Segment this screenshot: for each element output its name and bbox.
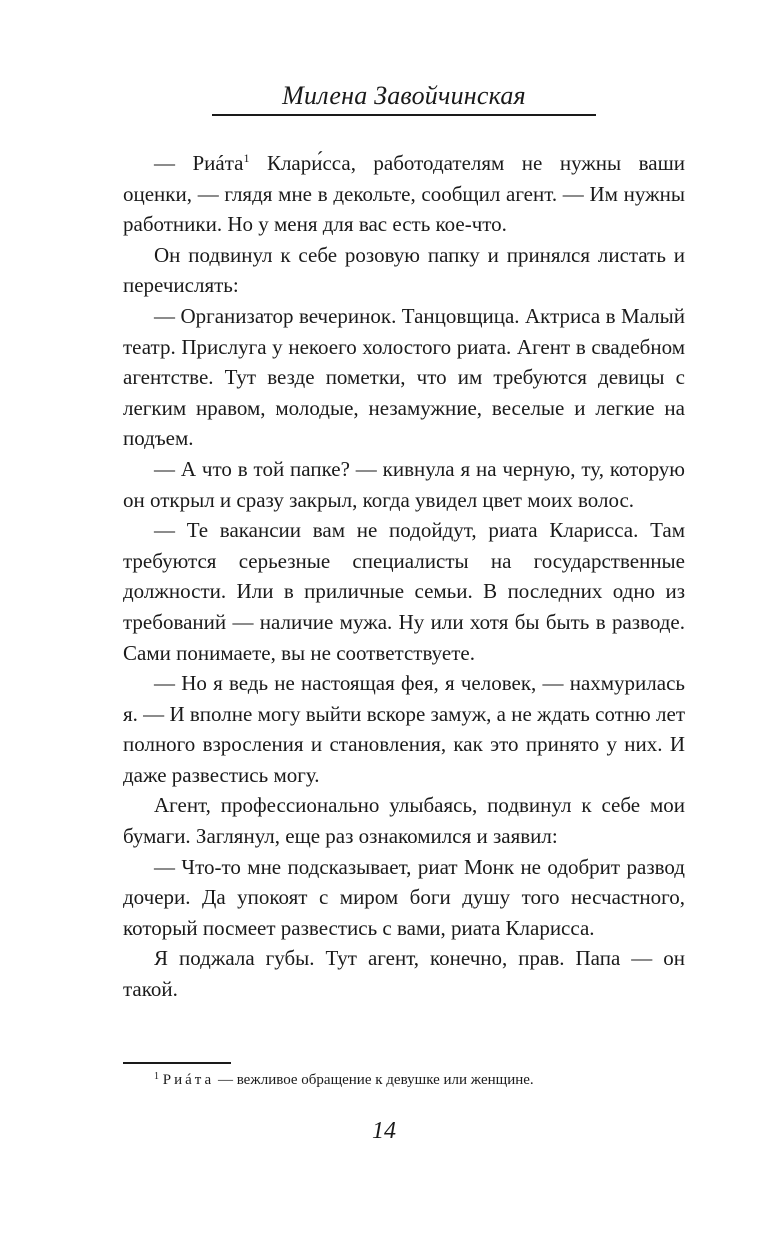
footnote-text: — вежливое обращение к девушке или женщине.: [214, 1072, 534, 1088]
paragraph-7: Агент, профессионально улыбаясь, подвинул к себе мои бумаги. Заглянул, еще раз ознакомился и заявил:: [123, 793, 685, 849]
paragraph-2: Он подвинул к себе розовую папку и принялся листать и перечислять:: [123, 242, 685, 298]
paragraph-1-start: — Риáта: [154, 151, 244, 175]
main-text: [123, 148, 685, 1005]
footnote-marker: 1: [154, 1071, 159, 1082]
paragraph-4: — А что в той папке? — кивнула я на черную, ту, которую он открыл и сразу закрыл, когда увидел цвет моих волос.: [123, 456, 685, 512]
header-rule: [212, 114, 596, 116]
footnote-reference[interactable]: 1: [243, 151, 250, 165]
running-title: Милена Завойчинская: [282, 81, 526, 110]
footnote: [154, 1070, 685, 1090]
paragraph-9: Я поджала губы. Тут агент, конечно, прав. Папа — он такой.: [123, 946, 685, 1002]
paragraph-5: — Те вакансии вам не подойдут, риата Кларисса. Там требуются серьезные специалисты на государственные должности. Или в приличные семьи. В последних одно из требований — наличие мужа. Ну или хотя бы быть в разводе. Сами понимаете, вы не соответствуете.: [123, 518, 685, 665]
paragraph-6: — Но я ведь не настоящая фея, я человек, — нахмурилась я. — И вполне могу выйти вскоре замуж, а не ждать сотню лет полного взросления и становления, как это принято у них. И даже развестись могу.: [123, 671, 685, 787]
paragraph-1-rest: Клари́сса, работодателям не нужны ваши оценки, — глядя мне в декольте, сообщил агент. — Им нужны работники. Но у меня для вас есть кое-что.: [123, 151, 685, 237]
paragraph-1: [123, 148, 685, 240]
footnote-rule: [123, 1062, 231, 1064]
footnote-term: Риáта: [162, 1072, 215, 1088]
paragraph-8: — Что-то мне подсказывает, риат Монк не одобрит развод дочери. Да упокоят с миром боги душу того несчастного, который посмеет развестись с вами, риата Кларисса.: [123, 854, 685, 940]
page-number: 14: [372, 1118, 396, 1144]
paragraph-3: — Организатор вечеринок. Танцовщица. Актриса в Малый театр. Прислуга у некоего холостого риата. Агент в свадебном агентстве. Тут везде пометки, что им требуются девицы с легким нравом, молодые, незамужние, веселые и легкие на подъем.: [123, 303, 685, 451]
